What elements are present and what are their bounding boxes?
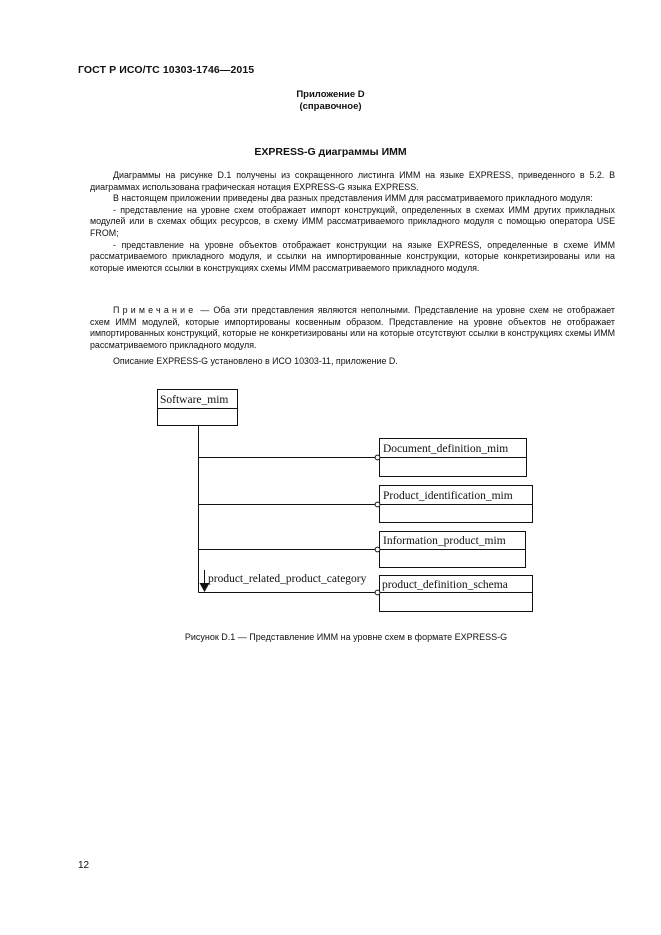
- schema-label-document-definition: Document_definition_mim: [383, 443, 509, 455]
- note-text: — Оба эти представления являются неполными. Представление на уровне схем не отображает схем ИММ модулей, которые импортированы косвенным образом. Представление на уровне объектов не отображает импортированных конструкций, которые не конкретизированы или на которые отсутствуют ссылки в конструкциях схемы ИММ рассматриваемого прикладного модуля.: [90, 305, 615, 350]
- connector-circle-icon: [375, 547, 380, 552]
- note-label: Примечание: [113, 305, 197, 315]
- paragraph-views: В настоящем приложении приведены два разных представления ИММ для рассматриваемого прикладного модуля:: [113, 193, 593, 204]
- reference-label: product_related_product_category: [208, 573, 367, 585]
- page-number: 12: [78, 860, 90, 871]
- schema-label-product-identification: Product_identification_mim: [383, 490, 513, 502]
- annex-status: (справочное): [299, 101, 362, 112]
- schema-label-information-product: Information_product_mim: [383, 535, 506, 547]
- figure-caption: Рисунок D.1 — Представление ИММ на уровне схем в формате EXPRESS-G: [184, 632, 508, 642]
- paragraph-intro: Диаграммы на рисунке D.1 получены из сокращенного листинга ИММ на языке EXPRESS, приведенного в 5.2. В диаграммах использована графическая нотация EXPRESS-G языка EXPRESS.: [90, 170, 615, 192]
- connector-circle-icon: [375, 455, 380, 460]
- connector-circle-icon: [375, 590, 380, 595]
- schema-label-product-definition: product_definition_schema: [382, 579, 508, 591]
- document-header: ГОСТ Р ИСО/ТС 10303-1746—2015: [78, 64, 255, 76]
- connector-circle-icon: [375, 502, 380, 507]
- paragraph-object-view: - представление на уровне объектов отображает конструкции на языке EXPRESS, определенные в схеме ИММ рассматриваемого прикладного модуля, и ссылки на импортированные конструкции, которые конкретизированы или на которые имеются ссылки в конструкциях схемы ИММ рассматриваемого прикладного модуля.: [90, 239, 615, 273]
- annex-title: Приложение D: [296, 89, 365, 100]
- section-title: EXPRESS-G диаграммы ИММ: [254, 146, 407, 158]
- paragraph-express-g-ref: Описание EXPRESS-G установлено в ИСО 10303-11, приложение D.: [113, 356, 398, 366]
- main-schema-label: Software_mim: [160, 394, 229, 406]
- paragraph-schema-view: - представление на уровне схем отображает импорт конструкций, определенных в схемах ИММ других прикладных модулей или в схемах общих ресурсов, в схему ИММ рассматриваемого прикладного модуля с помощью оператора USE FROM;: [90, 204, 615, 238]
